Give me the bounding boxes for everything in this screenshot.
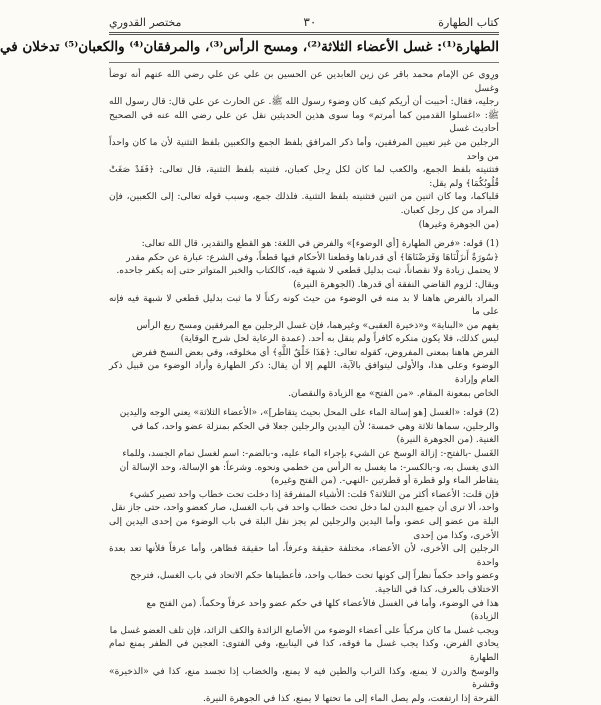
commentary-line: رجليه، فقال: أحببت أن أريكم كيف كان وضوء رسول الله ﷺ. عن الحارث عن علي قال: قال رسول الله ﷺ: «اغسلوا القدمين كما أمرتم» وما سوى هذين الحديثين نقل عن علي رضي الله عنه في الصحيح أحاديث غسل [109,96,499,135]
commentary-line: لا يحتمل زيادة ولا نقصاناً، ثبت بدليل قطعي لا شبهة فيه، كالكتاب والخبر المتواتر حتى إنه يكفر جاحده. [116,265,499,277]
commentary-line: ورِوي عن الإمام محمد باقر عن زين العابدين عن الحسين بن علي عن علي رضي الله عنهم أنه توضأ وغسل [109,69,499,94]
header-book-title: مختصر القدوري [109,15,182,29]
commentary-line: ويجب غسل ما كان مركباً على أعضاء الوضوء من الأصابع الزائدة والكف الزائد، فإن تلف العضو غسل ما [109,624,499,636]
commentary-line: فإن قلت: الأعضاء أكثر من الثلاثة؟ قلت: الأشياء المتفرقة إذا دخلت تحت خطاب واحد تصير كشيء [129,488,499,500]
commentary-line: القرحة إذا ارتفعت، ولم يصل الماء إلى ما تحتها لا يمنع، كذا في الجوهرة النيرة. [202,692,499,704]
commentary-line: الفرض هاهنا بمعنى المفروض، كقوله تعالى: ﴿هَذَا خَلْقُ اللَّهِ﴾ أي مخلوقه، وفي بعض النسخ ففرض [131,346,499,358]
commentary-line: (1) قوله: «فرض الطهارة [أي الوضوء]» والفرض في اللغة: هو القطع والتقدير، قال الله تعالى: [141,238,499,250]
commentary-line: فتثنيته بلفظ الجمع، والكعب لما كان لكل رِجل كعبان، فثنيته بلفظ التثنية، قال تعالى: ﴿فَقَدْ صَغَتْ قُلُوبُكُمَا﴾ ولم يقل: [109,164,499,189]
commentary-line: المراد بالفرض هاهنا لا بد منه في الوضوء من حيث كونه ركناً لا ما ثبت بدليل قطعي لا شبهة فيه فإنه على ما [109,292,499,318]
commentary-line: الزيادة) [470,611,499,623]
commentary-line: يحاذي الفرض، وكذا يجب غسل ما فوقه، كذا في الينابيع، وفي الفتوى: العجين في الظفر يمنع تمام الطهارة [109,638,499,663]
commentary-line: الرجلين إلى الأخرى، لأن الأعضاء، مختلفة حقيقة وعرفاً، أما حقيقة فظاهر، وأما عرفاً فلأنها تعد بعدة واحدة [109,543,499,568]
commentary-line: والوسخ والدرن لا يمنع، وكذا التراب والطين فيه لا يمنع، والخضاب إذا تجسد منع، كذا في «الذخيرة» وقشرة [109,665,499,691]
commentary-line: واحد، ألا ترى أن جميع البدن لما دخل تحت خطاب واحد في باب الغسل، صار كعضو واحد، حتى جاز نقل [111,502,499,514]
header-rule [109,32,499,33]
commentary-line: (من الجوهرة وغيرها) [418,218,499,230]
commentary-line: الاختلاف بالعرف، كذا في التاجية. [374,583,499,595]
commentary-line: وعضو واحد حكماً نظراً إلى كونها تحت خطاب واحد، فأعطيناها حكم الاتحاد في باب الغسل، فترجح [130,570,499,582]
commentary-line: الغنية. (من الجوهرة النيرة) [396,434,499,446]
footnote-separator [109,62,499,63]
commentary-line: والرجلين، سماها ثلاثة وهي خمسة؛ لأن اليدين والرجلين جعلا في الحكم بمنزلة عضو واحد، كما في [131,420,499,432]
commentary-line: ليس كذلك، فلا يكون منكره كافراً ولم ينقل به أحد. (عمدة الرعاية لحل شرح الوقاية) [180,333,499,345]
commentary-line: يفهم من «البناية» و«ذخيرة العقبى» وغيرهما، فإن غسل الرجلين مع المرفقين ومسح ربع الرأس [136,319,499,331]
commentary-line: (2) قوله: «الغسل [هو إسالة الماء على المحل بحيث يتقاطر]»، «الأعضاء الثلاثة» يعني الوجه واليدين [119,407,499,419]
commentary-line: يتقاطر الماء ولو قطرة أو قطرتين -النهي-. (من الفتح وغيره) [270,475,499,487]
commentary-line: الغَسل -بالفتح-: إزالة الوسخ عن الشيء بإجراء الماء عليه، و-بالضم-: اسم لغسل تمام الجسد، وللماء [122,448,499,460]
page-number: ٣٠ [303,15,317,29]
main-text: الطهارة⁽¹⁾: غسل الأعضاء الثلاثة⁽²⁾، ومسح الرأس⁽³⁾، والمرفقان⁽⁴⁾ والكعبان⁽⁵⁾ تدخلان في [0,39,499,55]
commentary-line: ويقال: لزوم القاضي النفقة أي قدرها. (الجوهرة النيرة) [293,278,499,290]
running-header [109,14,499,30]
header-rule-double [109,34,499,35]
commentary-line: البلة من عضو إلى عضو، وأما اليدين والرجلين لم يجز نقل البلة في باب الوضوء من إحدى اليدين إلى الأخرى، وكذا من إحدى [109,516,499,541]
commentary-line: هذا في الوضوء، وأما في الغسل فالأعضاء كلها في حكم عضو واحد عرفاً وحكماً. (من الفتح مع [146,597,499,609]
commentary-line: الخاص بمعونة المقام. «من الفتح» مع الزيادة والنقصان. [288,387,499,399]
commentary-line: الوضوء وعلى هذا، والأولى ليتوافق بالآية، اللهم إلا أن يقال: ذكر الطهارة وأراد الوضوء من قبيل ذكر العام وإرادة [109,360,499,386]
commentary-body [109,68,499,705]
commentary-line: الرجلين من غير تعيين المرفقين، وأما ذكر المرافق بلفظ الجمع والكعبين بلفظ التثنية لأن ما كان واحداً من واحد [109,136,499,162]
header-chapter-title: كتاب الطهارة [438,15,499,29]
commentary-line: الذي يغسل به، و-بالكسر-: ما يغسل به الرأس من خطمي ونحوه. وشرعاً: هو الإسالة، وحد الإسالة أن [119,461,499,473]
commentary-line: قلباكما، وما كان اثنين من اثنين فتثنيته بلفظ التثنية. فلذلك جمع، وسبب قوله تعالى: إلى الكعبين، فإن المراد من كل رجل كعبان. [109,191,499,216]
commentary-line: ﴿سُورَةٌ أَنزَلْنَاهَا وَفَرَضْنَاهَا﴾ أي قدرناها وقطعنا الأحكام فيها قطعاً، وفي الشرع: عبارة عن حكم مقدر [126,251,499,263]
